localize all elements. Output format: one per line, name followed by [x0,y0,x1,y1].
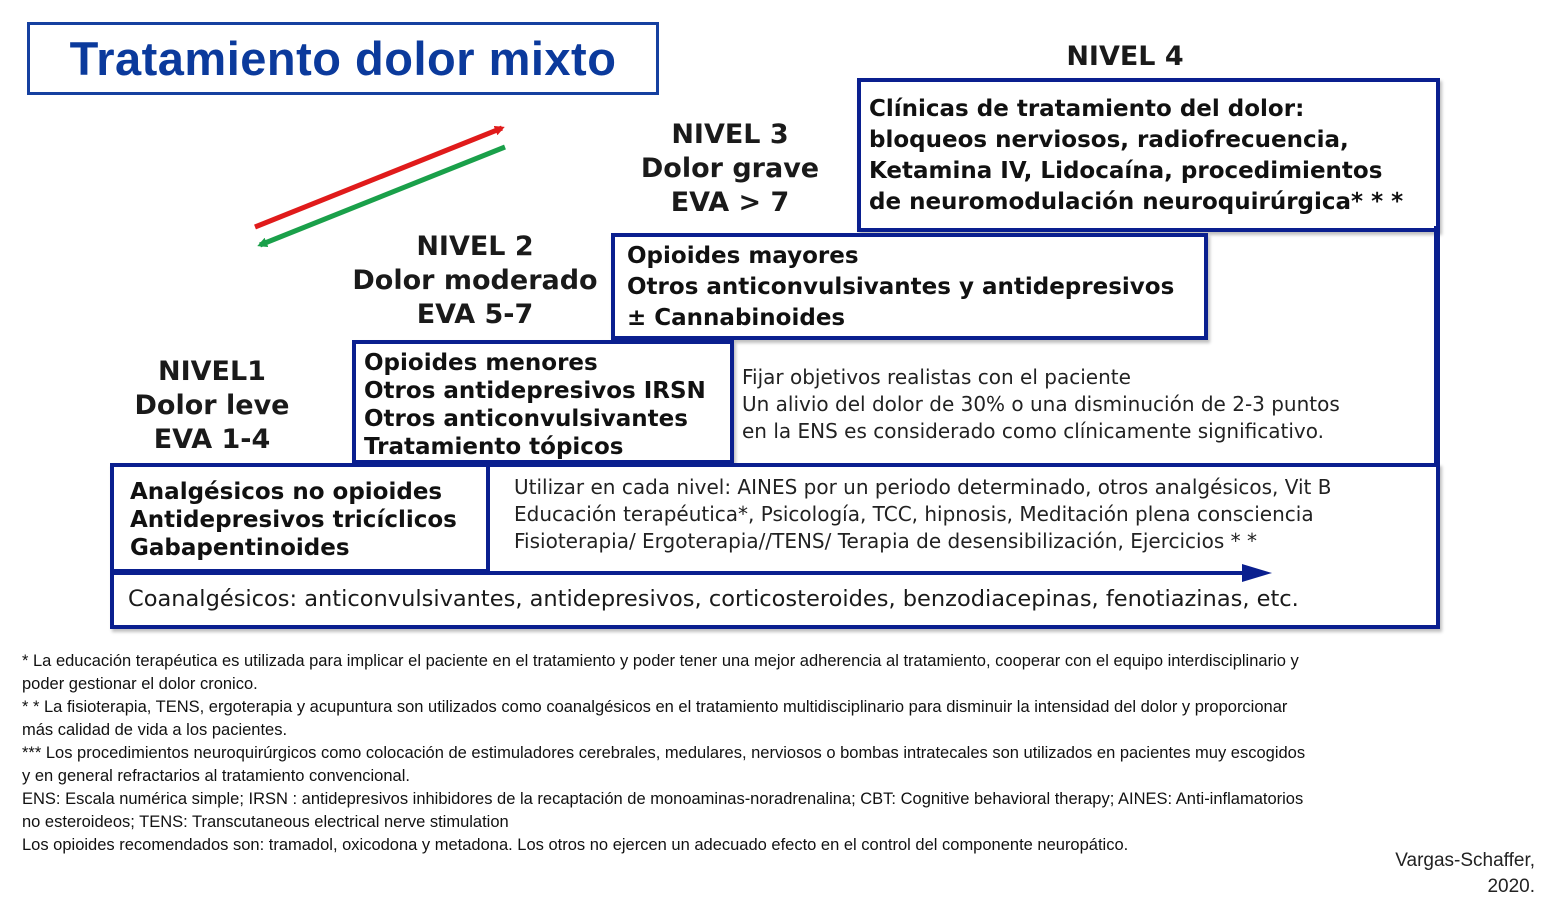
objectives-text: Fijar objetivos realistas con el paciente Un alivio del dolor de 30% o una disminución de 2-3 puntos en la ENS es considerado como clínicamente significativo. [742,365,1340,443]
horizontal-arrow-icon [112,562,1282,584]
citation: Vargas-Schaffer, 2020. [1395,850,1535,897]
footnote-line: más calidad de vida a los pacientes. [22,721,288,739]
footnote-line: ENS: Escala numérica simple; IRSN : antidepresivos inhibidores de la recaptación de monoaminas-noradrenalina; CBT: Cognitive behavioral therapy; AINES: Anti-inflamatorios [22,790,1304,808]
footnote-line: * La educación terapéutica es utilizada para implicar el paciente en el tratamiento y poder tener una mejor adherencia al tratamiento, cooperar con el equipo interdisciplinario y [22,652,1299,670]
footnote-line: poder gestionar el dolor cronico. [22,675,258,693]
footnote-line: Los opioides recomendados son: tramadol, oxicodona y metadona. Los otros no ejercen un adecuado efecto en el control del componente neuropático. [22,836,1129,854]
level-3-label: NIVEL 3 Dolor grave EVA > 7 [640,119,820,218]
footnote-line: *** Los procedimientos neuroquirúrgicos como colocación de estimuladores cerebrales, medulares, nerviosos o bombas intratecales son utilizados en pacientes muy escogidos [22,744,1306,762]
footnote-line: y en general refractarios al tratamiento convencional. [22,767,410,785]
level-2-box: Opioides menores Otros antidepresivos IRSN Otros anticonvulsivantes Tratamiento tópicos [352,340,734,464]
every-level-text: Utilizar en cada nivel: AINES por un periodo determinado, otros analgésicos, Vit B Educación terapéutica*, Psicología, TCC, hipnosis, Meditación plena consciencia Fisioterapia/ Ergoterapia//TENS/ Terapia de desensibilización, Ejercicios * * [514,475,1332,553]
level-2-label: NIVEL 2 Dolor moderado EVA 5-7 [352,231,598,330]
level-3-box: Opioides mayores Otros anticonvulsivantes y antidepresivos ± Cannabinoides [611,233,1208,340]
escalate-arrow-icon [255,128,502,227]
level-4-label: NIVEL 4 [1066,41,1184,72]
footnote-line: no esteroideos; TENS: Transcutaneous electrical nerve stimulation [22,813,509,831]
level-4-box: Clínicas de tratamiento del dolor: bloqueos nerviosos, radiofrecuencia, Ketamina IV, Lidocaína, procedimientos de neuromodulación neuroquirúrgica* * * [857,78,1440,232]
footnote-line: * * La fisioterapia, TENS, ergoterapia y acupuntura son utilizados como coanalgésicos en el tratamiento multidisciplinario para disminuir la intensidad del dolor y proporcionar [22,698,1288,716]
footnotes [22,650,1305,857]
title-box [27,22,659,95]
coanalgesics-text: Coanalgésicos: anticonvulsivantes, antidepresivos, corticosteroides, benzodiacepinas, fenotiazinas, etc. [128,586,1299,612]
level-1-label: NIVEL1 Dolor leve EVA 1-4 [134,356,290,455]
page-title: Tratamiento dolor mixto [69,32,617,85]
level-1-box: Analgésicos no opioides Antidepresivos tricíclicos Gabapentinoides [110,463,490,573]
